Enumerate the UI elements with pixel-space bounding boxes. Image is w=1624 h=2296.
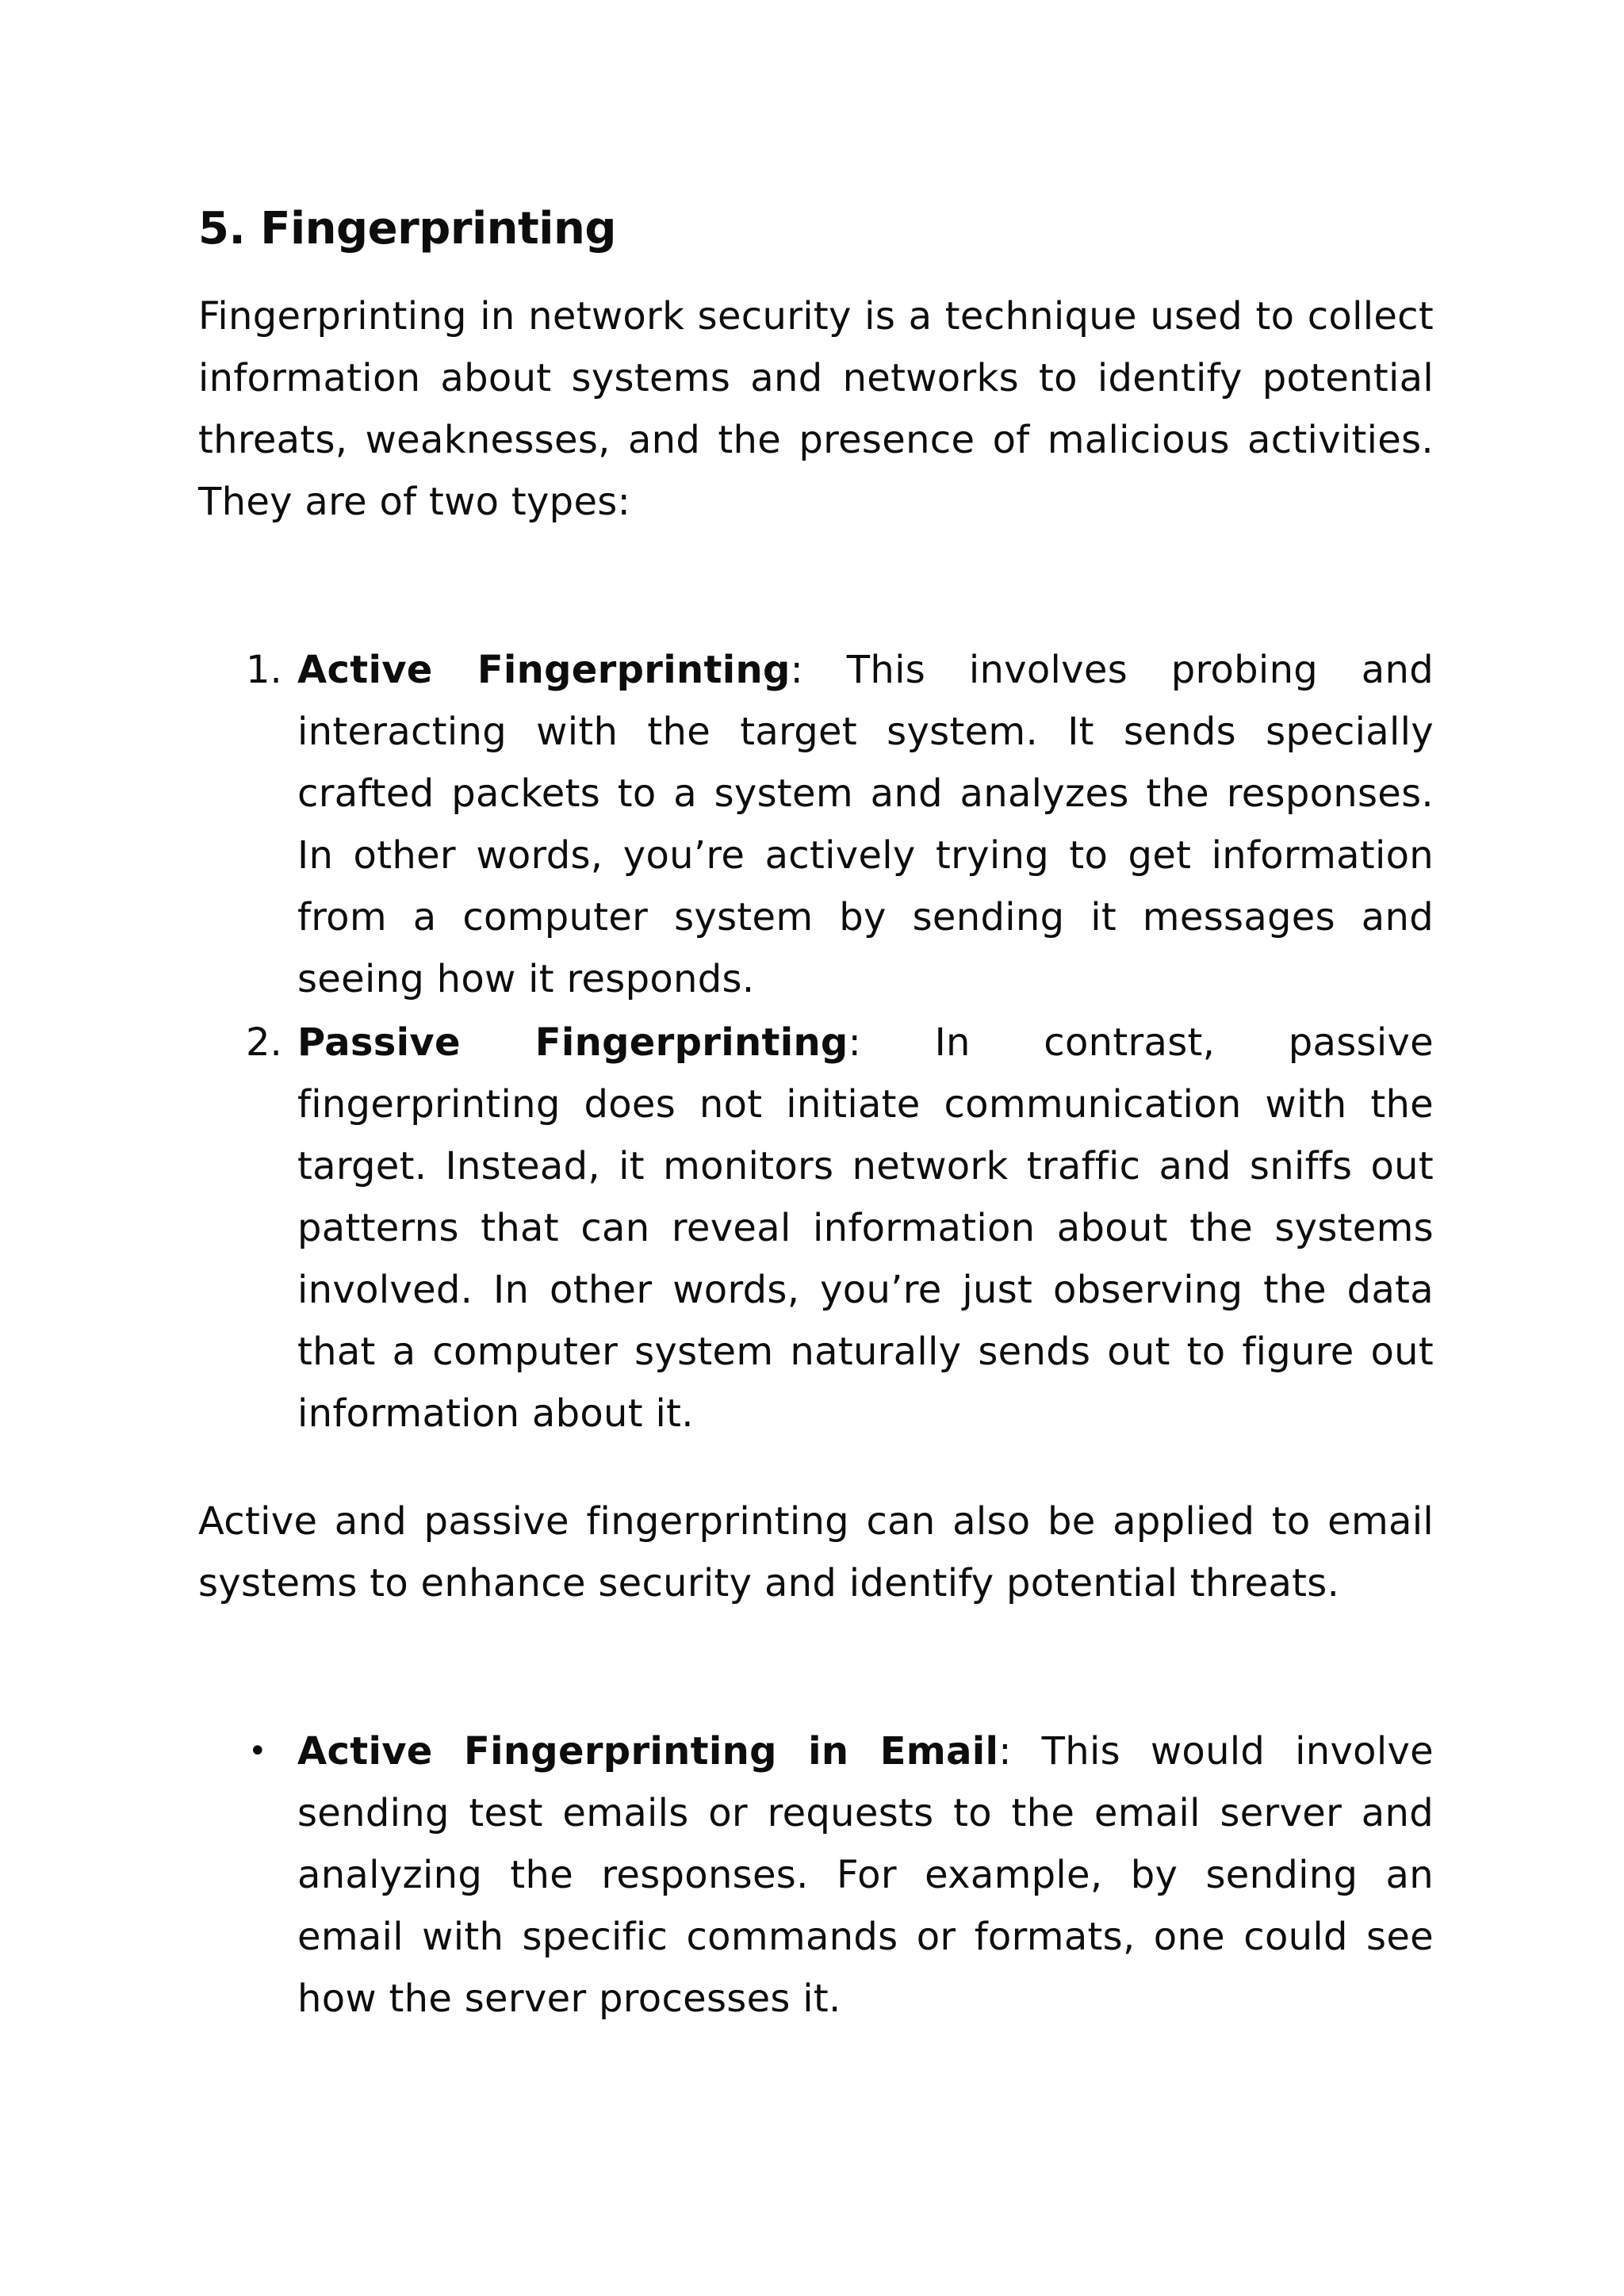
- list-number: 1.: [246, 648, 282, 692]
- email-paragraph: Active and passive fingerprinting can also be applied to email systems to enhance security and identify potential threats.: [198, 1499, 1434, 1605]
- list-item-body: [297, 639, 1434, 1010]
- intro-paragraph: Fingerprinting in network security is a technique used to collect information about systems and networks to identify potential threats, weaknesses, and the presence of malicious activities. They are of two types:: [198, 294, 1434, 524]
- list-item-term: Active Fingerprinting: [297, 648, 791, 692]
- list-item-body: [297, 1720, 1434, 2030]
- list-item-description: : This would involve sending test emails or requests to the email server and analyzing the responses. For example, by sending an email with specific commands or formats, one could see how the server processes it.: [297, 1729, 1434, 2021]
- section-heading: 5. Fingerprinting: [198, 203, 616, 254]
- list-item-description: : This involves probing and interacting with the target system. It sends specially crafted packets to a system and analyzes the responses. In other words, you’re actively trying to get information from a computer system by sending it messages and seeing how it responds.: [297, 648, 1434, 1001]
- list-number: 2.: [246, 1020, 282, 1065]
- list-item-description: : In contrast, passive fingerprinting does not initiate communication with the target. Instead, it monitors network traffic and sniffs out patterns that can reveal information about the systems involved. In other words, you’re just observing the data that a computer system naturally sends out to figure out information about it.: [297, 1020, 1434, 1436]
- list-item-body: [297, 1012, 1434, 1445]
- bullet-icon: •: [248, 1733, 267, 1770]
- list-item-term: Active Fingerprinting in Email: [297, 1729, 999, 1774]
- list-item-term: Passive Fingerprinting: [297, 1020, 848, 1065]
